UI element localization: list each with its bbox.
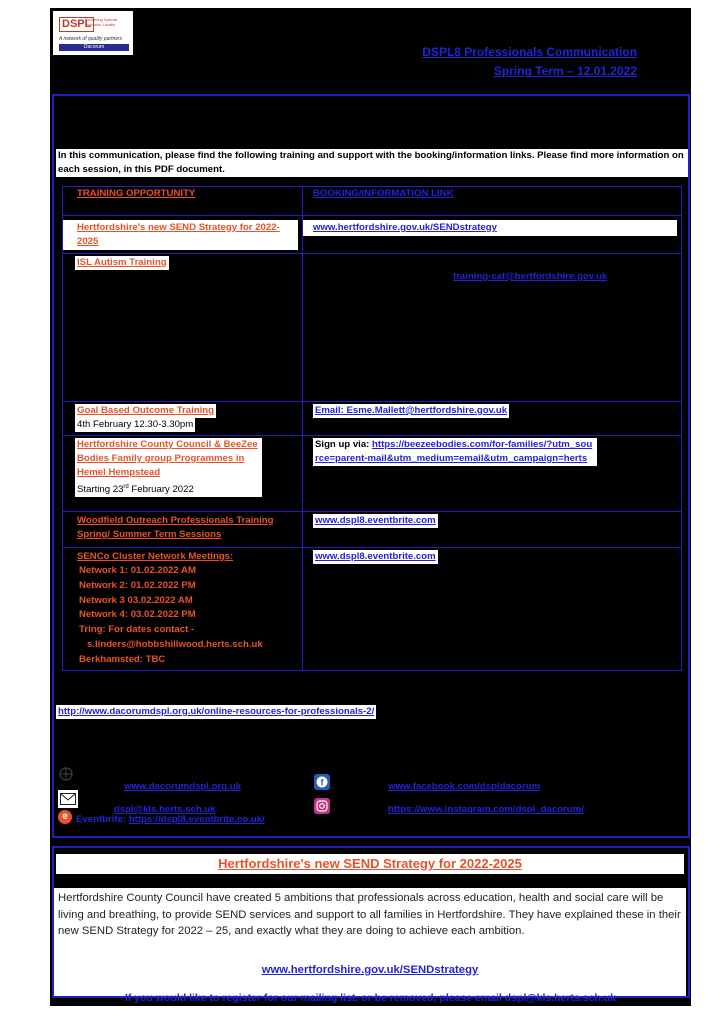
list-item: Network 4: 03.02.2022 PM [79, 609, 196, 621]
training-title[interactable]: SENCo Cluster Network Meetings: [77, 551, 234, 562]
table-row [63, 548, 682, 671]
website-link[interactable]: www.dacorumdspl.org.uk [124, 781, 241, 792]
training-date: Starting 23rd February 2022 [77, 484, 194, 496]
feature-title[interactable]: Hertfordshire's new SEND Strategy for 2022-2025 [56, 854, 684, 874]
list-item: Network 1: 01.02.2022 AM [79, 565, 196, 576]
list-item: Tring: For dates contact - [79, 624, 195, 636]
logo-mark: DSPL [59, 17, 94, 32]
table-row [63, 436, 682, 512]
training-title[interactable]: ISL Autism Training [77, 257, 167, 268]
dspl-logo [53, 11, 133, 55]
logo-tagline: A network of quality partners [59, 36, 123, 42]
intro-text: In this communication, please find the following training and support with the booking/information links. Please find more information on each session, in this PDF document. [56, 149, 688, 177]
booking-link[interactable]: training-cat@hertfordshire.gov.uk [453, 271, 608, 282]
email-link[interactable]: dspl@kls.herts.sch.uk [114, 804, 216, 815]
table-header-row [63, 187, 682, 216]
booking-link[interactable]: https://beezeebodies.com/for-families/?utm_source=parent-mail&utm_medium=email&utm_campaign=herts [315, 439, 593, 464]
list-item[interactable]: s.linders@hobbshillwood.herts.sch.uk [87, 638, 263, 650]
header-date: Spring Term – 12.01.2022 [493, 64, 637, 78]
booking-link[interactable]: www.dspl8.eventbrite.com [315, 515, 436, 526]
eventbrite-icon: e [58, 810, 72, 824]
header-title: DSPL8 Professionals Communication [422, 45, 637, 59]
training-title[interactable]: Hertfordshire's new SEND Strategy for 2022-2025 [77, 222, 280, 247]
col-header-booking: BOOKING/INFORMATION LINK [303, 187, 682, 216]
booking-link[interactable]: www.dspl8.eventbrite.com [315, 551, 436, 562]
booking-link[interactable]: Email: Esme.Mallett@hertfordshire.gov.uk [315, 405, 508, 416]
col-header-training: TRAINING OPPORTUNITY [63, 187, 303, 216]
training-title[interactable]: Woodfield Outreach Professionals Training Spring/ Summer Term Sessions [77, 515, 274, 540]
instagram-link[interactable]: https://www.instagram.com/dspl_dacorum/ [388, 804, 584, 815]
feature-link[interactable]: www.hertfordshire.gov.uk/SENDstrategy [261, 964, 479, 976]
table-row [63, 216, 682, 254]
network-list [63, 564, 298, 668]
globe-icon [58, 766, 74, 782]
eventbrite-row [76, 814, 265, 825]
booking-prefix: Sign up via: [315, 439, 373, 450]
eventbrite-label: Eventbrite: [76, 814, 129, 825]
resources-link[interactable]: http://www.dacorumdspl.org.uk/online-resources-for-professionals-2/ [58, 706, 375, 717]
booking-link[interactable]: www.hertfordshire.gov.uk/SENDstrategy [313, 222, 497, 233]
training-title[interactable]: Goal Based Outcome Training [77, 405, 215, 416]
svg-text:f: f [320, 777, 324, 788]
list-item: Berkhamsted: TBC [79, 653, 166, 665]
feature-body [54, 888, 686, 996]
facebook-link[interactable]: www.facebook.com/dspldacorum [388, 781, 541, 792]
logo-area-bar: Dacorum [59, 44, 129, 51]
list-item: Network 2: 01.02.2022 PM [79, 579, 196, 591]
logo-subtext: Delivering Special Provision Locally [85, 17, 118, 27]
training-date: 4th February 12.30-3.30pm [77, 419, 194, 430]
training-table [62, 186, 682, 671]
table-row [63, 254, 682, 402]
feature-text: Hertfordshire County Council have created 5 ambitions that professionals across education, health and social care will be living and breathing, to provide SEND services and support to all families in Hertfordshire. They have explained these in their new SEND Strategy for 2022 – 25, and exactly what they are doing to achieve each ambition. [58, 892, 681, 937]
eventbrite-link[interactable]: https://dspl8.eventbrite.co.uk/ [128, 814, 265, 825]
instagram-icon[interactable] [314, 798, 330, 814]
table-row [63, 402, 682, 436]
newsletter-page [50, 8, 691, 1006]
training-title[interactable]: Hertfordshire County Council & BeeZee Bodies Family group Programmes in Hemel Hempstead [77, 439, 258, 478]
email-icon [58, 790, 78, 808]
table-row [63, 512, 682, 548]
facebook-icon[interactable] [314, 774, 330, 790]
footer-mailing-list: If you would like to register for our mailing list, or be removed, please email dspl@kls.herts.sch.uk [124, 992, 617, 1004]
list-item: Network 3 03.02.2022 AM [79, 594, 193, 606]
